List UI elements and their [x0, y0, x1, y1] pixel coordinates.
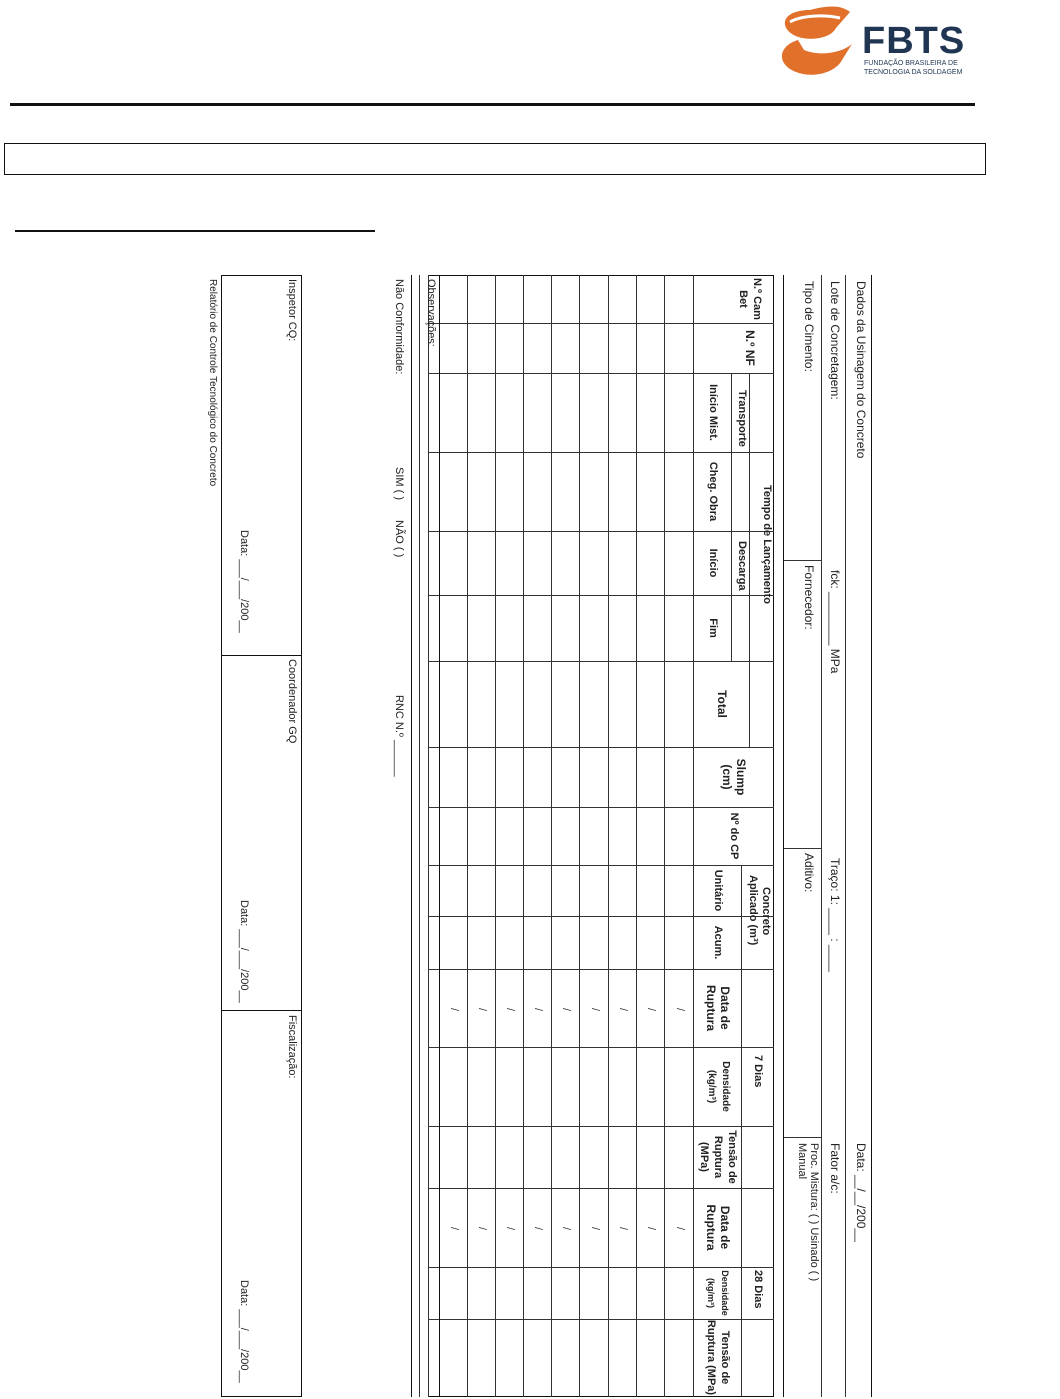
col-header-tensao-28: Tensão de Ruptura (MPa) — [705, 1319, 731, 1396]
inspetor-label: Inspetor CQ: — [286, 279, 298, 342]
date-slash: / — [674, 1008, 686, 1012]
col-header-unitario: Unitário — [712, 869, 724, 912]
col-header-tensao-7: Tensão de Ruptura (MPa) — [698, 1130, 738, 1184]
sim-checkbox: SIM ( ) — [393, 467, 405, 500]
date-slash: / — [589, 1008, 601, 1012]
traco-field: Traço: 1: ____ : ____ — [828, 858, 842, 972]
fornecedor-label: Fornecedor: — [802, 565, 816, 630]
fiscalizacao-date: Data: ___/___/200__ — [238, 1280, 250, 1383]
col-header-cam-bet: N.º Cam Bet — [737, 278, 763, 320]
concrete-control-form — [112, 275, 872, 1397]
fck-field: fck: ________ MPa — [828, 570, 842, 674]
date-slash: / — [674, 1227, 686, 1231]
col-header-densidade-28: Densidade (kg/m³) — [706, 1270, 730, 1316]
col-header-fim: Fim — [707, 618, 719, 638]
lote-label: Lote de Concretagem: — [828, 281, 842, 400]
date-slash: / — [476, 1008, 488, 1012]
logo-subtitle-line2: TECNOLOGIA DA SOLDAGEM — [864, 69, 963, 76]
coordenador-label: Coordenador GQ — [286, 659, 298, 744]
col-header-densidade-7: Densidade (kg/m³) — [706, 1061, 731, 1112]
vinte-oito-dias-header: 28 Dias — [752, 1270, 764, 1309]
col-header-inicio: Início — [707, 548, 719, 578]
coordenador-date: Data: ___/___/200__ — [238, 900, 250, 1003]
date-slash: / — [645, 1008, 657, 1012]
data-field: Data: __/__/200__ — [854, 1143, 868, 1242]
col-header-nf: N.º NF — [743, 330, 757, 366]
date-slash: / — [476, 1227, 488, 1231]
proc-mistura-field: Proc. Mistura: ( ) Usinado ( ) — [808, 1143, 820, 1282]
nao-conformidade-label: Não Conformidade: — [393, 279, 405, 375]
date-slash: / — [504, 1008, 516, 1012]
date-slash: / — [532, 1227, 544, 1231]
col-header-inicio-mist: Início Mist. — [707, 384, 719, 441]
nao-checkbox: NÃO ( ) — [393, 520, 405, 558]
logo-subtitle-line1: FUNDAÇÃO BRASILEIRA DE — [864, 60, 958, 67]
date-slash: / — [589, 1227, 601, 1231]
date-slash: / — [560, 1008, 572, 1012]
col-header-n-cp: Nº do CP — [728, 812, 740, 860]
header-divider — [10, 103, 975, 106]
col-header-data-ruptura-7: Data de Ruptura — [704, 985, 732, 1031]
col-header-slump: Slump (cm) — [720, 758, 748, 796]
sete-dias-header: 7 Dias — [752, 1055, 764, 1088]
date-slash: / — [617, 1008, 629, 1012]
descarga-header: Descarga — [736, 541, 748, 591]
logo-name: FBTS — [862, 20, 966, 62]
logo-subtitle — [864, 59, 962, 77]
dados-usinagem-label: Dados da Usinagem do Concreto — [854, 281, 868, 459]
fator-field: Fator a/c: — [828, 1143, 842, 1194]
date-slash: / — [504, 1227, 516, 1231]
aditivo-label: Aditivo: — [802, 853, 816, 893]
transporte-header: Transporte — [736, 390, 748, 447]
col-header-total: Total — [715, 690, 729, 718]
fiscalizacao-label: Fiscalização: — [286, 1015, 298, 1079]
inspetor-date: Data: ___/___/200__ — [238, 530, 250, 633]
aplicado-header: Aplicado (m³) — [747, 875, 759, 946]
underline — [15, 230, 375, 232]
col-header-data-ruptura-28: Data de Ruptura — [704, 1204, 732, 1251]
date-slash: / — [448, 1008, 460, 1012]
concreto-header: Concreto — [760, 887, 772, 936]
form-footer-title: Relatório de Controle Tecnológico do Concreto — [207, 279, 218, 487]
col-header-acum: Acum. — [712, 925, 724, 960]
observacoes-label: Observações: — [425, 279, 437, 347]
date-slash: / — [617, 1227, 629, 1231]
date-slash: / — [645, 1227, 657, 1231]
tempo-lancamento-header: Tempo de Lançamento — [761, 485, 773, 604]
date-slash: / — [448, 1227, 460, 1231]
title-box — [4, 143, 986, 175]
rnc-field: RNC N.º ______ — [393, 695, 405, 777]
tipo-cimento-label: Tipo de Cimento: — [802, 281, 816, 372]
date-slash: / — [560, 1227, 572, 1231]
date-slash: / — [532, 1008, 544, 1012]
col-header-cheg-obra: Cheg. Obra — [707, 461, 719, 522]
manual-label: Manual — [796, 1143, 808, 1180]
